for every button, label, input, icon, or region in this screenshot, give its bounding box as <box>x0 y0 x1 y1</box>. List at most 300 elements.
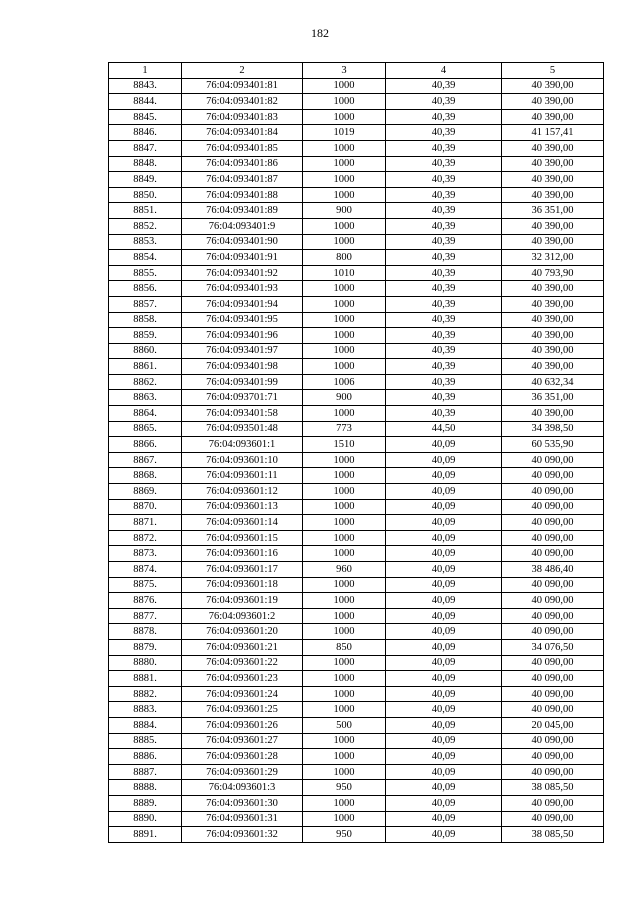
rate-cell: 40,39 <box>386 78 502 94</box>
row-number-cell: 8843. <box>109 78 182 94</box>
amount-cell: 40 390,00 <box>502 140 604 156</box>
area-cell: 1000 <box>303 624 386 640</box>
table-row <box>109 593 604 609</box>
column-header: 5 <box>502 63 604 79</box>
row-number-cell: 8876. <box>109 593 182 609</box>
amount-cell: 40 390,00 <box>502 343 604 359</box>
cadastral-number-cell: 76:04:093601:18 <box>182 577 303 593</box>
row-number-cell: 8889. <box>109 795 182 811</box>
area-cell: 1000 <box>303 671 386 687</box>
amount-cell: 40 090,00 <box>502 608 604 624</box>
table-row <box>109 250 604 266</box>
area-cell: 1000 <box>303 281 386 297</box>
area-cell: 800 <box>303 250 386 266</box>
cadastral-number-cell: 76:04:093601:23 <box>182 671 303 687</box>
row-number-cell: 8844. <box>109 94 182 110</box>
row-number-cell: 8860. <box>109 343 182 359</box>
table-row <box>109 406 604 422</box>
rate-cell: 40,09 <box>386 484 502 500</box>
area-cell: 1019 <box>303 125 386 141</box>
area-cell: 1000 <box>303 608 386 624</box>
area-cell: 1000 <box>303 577 386 593</box>
cadastral-number-cell: 76:04:093601:27 <box>182 733 303 749</box>
area-cell: 1000 <box>303 484 386 500</box>
row-number-cell: 8884. <box>109 717 182 733</box>
row-number-cell: 8867. <box>109 452 182 468</box>
amount-cell: 34 398,50 <box>502 421 604 437</box>
row-number-cell: 8865. <box>109 421 182 437</box>
cadastral-number-cell: 76:04:093601:2 <box>182 608 303 624</box>
cadastral-number-cell: 76:04:093601:28 <box>182 749 303 765</box>
amount-cell: 60 535,90 <box>502 437 604 453</box>
data-table <box>108 62 604 843</box>
area-cell: 1000 <box>303 406 386 422</box>
amount-cell: 40 090,00 <box>502 702 604 718</box>
rate-cell: 40,09 <box>386 437 502 453</box>
amount-cell: 20 045,00 <box>502 717 604 733</box>
cadastral-number-cell: 76:04:093601:17 <box>182 562 303 578</box>
area-cell: 1000 <box>303 811 386 827</box>
row-number-cell: 8872. <box>109 530 182 546</box>
amount-cell: 40 090,00 <box>502 655 604 671</box>
table-row <box>109 296 604 312</box>
row-number-cell: 8880. <box>109 655 182 671</box>
rate-cell: 40,09 <box>386 717 502 733</box>
area-cell: 1000 <box>303 94 386 110</box>
row-number-cell: 8848. <box>109 156 182 172</box>
row-number-cell: 8871. <box>109 515 182 531</box>
cadastral-number-cell: 76:04:093601:26 <box>182 717 303 733</box>
cadastral-number-cell: 76:04:093401:93 <box>182 281 303 297</box>
cadastral-number-cell: 76:04:093601:21 <box>182 639 303 655</box>
row-number-cell: 8886. <box>109 749 182 765</box>
row-number-cell: 8845. <box>109 109 182 125</box>
cadastral-number-cell: 76:04:093401:84 <box>182 125 303 141</box>
rate-cell: 40,39 <box>386 109 502 125</box>
amount-cell: 40 390,00 <box>502 406 604 422</box>
row-number-cell: 8874. <box>109 562 182 578</box>
area-cell: 1000 <box>303 78 386 94</box>
amount-cell: 40 090,00 <box>502 795 604 811</box>
rate-cell: 40,39 <box>386 406 502 422</box>
cadastral-number-cell: 76:04:093401:95 <box>182 312 303 328</box>
amount-cell: 40 390,00 <box>502 156 604 172</box>
cadastral-number-cell: 76:04:093401:87 <box>182 172 303 188</box>
area-cell: 950 <box>303 780 386 796</box>
table-row <box>109 140 604 156</box>
row-number-cell: 8878. <box>109 624 182 640</box>
table-row <box>109 437 604 453</box>
cadastral-number-cell: 76:04:093401:88 <box>182 187 303 203</box>
amount-cell: 34 076,50 <box>502 639 604 655</box>
area-cell: 1000 <box>303 328 386 344</box>
amount-cell: 40 090,00 <box>502 499 604 515</box>
rate-cell: 40,39 <box>386 281 502 297</box>
table-row <box>109 203 604 219</box>
column-header: 1 <box>109 63 182 79</box>
table-row <box>109 359 604 375</box>
rate-cell: 40,09 <box>386 468 502 484</box>
rate-cell: 40,39 <box>386 94 502 110</box>
cadastral-number-cell: 76:04:093601:16 <box>182 546 303 562</box>
rate-cell: 40,09 <box>386 795 502 811</box>
rate-cell: 40,09 <box>386 686 502 702</box>
table-row <box>109 702 604 718</box>
table-row <box>109 562 604 578</box>
amount-cell: 38 486,40 <box>502 562 604 578</box>
amount-cell: 40 390,00 <box>502 109 604 125</box>
cadastral-number-cell: 76:04:093601:10 <box>182 452 303 468</box>
rate-cell: 40,09 <box>386 624 502 640</box>
area-cell: 1000 <box>303 468 386 484</box>
area-cell: 1010 <box>303 265 386 281</box>
table-row <box>109 795 604 811</box>
cadastral-number-cell: 76:04:093401:89 <box>182 203 303 219</box>
row-number-cell: 8891. <box>109 827 182 843</box>
amount-cell: 40 090,00 <box>502 811 604 827</box>
cadastral-number-cell: 76:04:093601:15 <box>182 530 303 546</box>
rate-cell: 44,50 <box>386 421 502 437</box>
cadastral-number-cell: 76:04:093401:85 <box>182 140 303 156</box>
rate-cell: 40,09 <box>386 515 502 531</box>
amount-cell: 40 632,34 <box>502 374 604 390</box>
cadastral-number-cell: 76:04:093601:24 <box>182 686 303 702</box>
cadastral-number-cell: 76:04:093401:98 <box>182 359 303 375</box>
row-number-cell: 8864. <box>109 406 182 422</box>
table-row <box>109 530 604 546</box>
rate-cell: 40,09 <box>386 546 502 562</box>
cadastral-number-cell: 76:04:093401:82 <box>182 94 303 110</box>
table-row <box>109 811 604 827</box>
area-cell: 1000 <box>303 702 386 718</box>
amount-cell: 40 090,00 <box>502 624 604 640</box>
rate-cell: 40,09 <box>386 608 502 624</box>
row-number-cell: 8859. <box>109 328 182 344</box>
table-row <box>109 78 604 94</box>
cadastral-number-cell: 76:04:093401:90 <box>182 234 303 250</box>
rate-cell: 40,39 <box>386 156 502 172</box>
area-cell: 1000 <box>303 187 386 203</box>
amount-cell: 40 390,00 <box>502 312 604 328</box>
area-cell: 1000 <box>303 749 386 765</box>
row-number-cell: 8885. <box>109 733 182 749</box>
area-cell: 1000 <box>303 733 386 749</box>
cadastral-number-cell: 76:04:093601:32 <box>182 827 303 843</box>
rate-cell: 40,39 <box>386 343 502 359</box>
rate-cell: 40,39 <box>386 203 502 219</box>
amount-cell: 40 390,00 <box>502 94 604 110</box>
area-cell: 1000 <box>303 359 386 375</box>
row-number-cell: 8888. <box>109 780 182 796</box>
rate-cell: 40,09 <box>386 702 502 718</box>
table-row <box>109 749 604 765</box>
table-row <box>109 218 604 234</box>
amount-cell: 40 090,00 <box>502 468 604 484</box>
table-row <box>109 343 604 359</box>
amount-cell: 40 090,00 <box>502 733 604 749</box>
area-cell: 1000 <box>303 546 386 562</box>
area-cell: 1006 <box>303 374 386 390</box>
area-cell: 950 <box>303 827 386 843</box>
column-header: 3 <box>303 63 386 79</box>
rate-cell: 40,39 <box>386 218 502 234</box>
amount-cell: 36 351,00 <box>502 390 604 406</box>
area-cell: 960 <box>303 562 386 578</box>
cadastral-number-cell: 76:04:093401:58 <box>182 406 303 422</box>
cadastral-number-cell: 76:04:093401:94 <box>182 296 303 312</box>
column-header: 2 <box>182 63 303 79</box>
table-row <box>109 780 604 796</box>
area-cell: 1000 <box>303 686 386 702</box>
cadastral-number-cell: 76:04:093601:14 <box>182 515 303 531</box>
amount-cell: 40 390,00 <box>502 234 604 250</box>
cadastral-number-cell: 76:04:093601:31 <box>182 811 303 827</box>
table-row <box>109 312 604 328</box>
amount-cell: 40 090,00 <box>502 484 604 500</box>
table-row <box>109 577 604 593</box>
rate-cell: 40,39 <box>386 187 502 203</box>
table-row <box>109 827 604 843</box>
rate-cell: 40,09 <box>386 577 502 593</box>
cadastral-number-cell: 76:04:093601:30 <box>182 795 303 811</box>
cadastral-number-cell: 76:04:093401:91 <box>182 250 303 266</box>
rate-cell: 40,39 <box>386 140 502 156</box>
row-number-cell: 8877. <box>109 608 182 624</box>
table-row <box>109 655 604 671</box>
area-cell: 1000 <box>303 530 386 546</box>
row-number-cell: 8868. <box>109 468 182 484</box>
table-body <box>109 63 604 843</box>
area-cell: 1000 <box>303 499 386 515</box>
rate-cell: 40,09 <box>386 452 502 468</box>
row-number-cell: 8869. <box>109 484 182 500</box>
table-row <box>109 468 604 484</box>
amount-cell: 40 390,00 <box>502 281 604 297</box>
cadastral-number-cell: 76:04:093401:9 <box>182 218 303 234</box>
area-cell: 1000 <box>303 109 386 125</box>
cadastral-number-cell: 76:04:093601:20 <box>182 624 303 640</box>
table-row <box>109 94 604 110</box>
table-row <box>109 608 604 624</box>
cadastral-number-cell: 76:04:093401:81 <box>182 78 303 94</box>
amount-cell: 40 090,00 <box>502 546 604 562</box>
rate-cell: 40,09 <box>386 733 502 749</box>
row-number-cell: 8855. <box>109 265 182 281</box>
cadastral-number-cell: 76:04:093501:48 <box>182 421 303 437</box>
cadastral-number-cell: 76:04:093601:13 <box>182 499 303 515</box>
rate-cell: 40,39 <box>386 390 502 406</box>
column-header: 4 <box>386 63 502 79</box>
area-cell: 500 <box>303 717 386 733</box>
amount-cell: 38 085,50 <box>502 780 604 796</box>
row-number-cell: 8853. <box>109 234 182 250</box>
cadastral-number-cell: 76:04:093601:19 <box>182 593 303 609</box>
area-cell: 1000 <box>303 795 386 811</box>
rate-cell: 40,09 <box>386 811 502 827</box>
area-cell: 900 <box>303 390 386 406</box>
amount-cell: 40 090,00 <box>502 515 604 531</box>
table-row <box>109 515 604 531</box>
amount-cell: 40 090,00 <box>502 764 604 780</box>
table-row <box>109 125 604 141</box>
amount-cell: 40 090,00 <box>502 577 604 593</box>
table-row <box>109 639 604 655</box>
rate-cell: 40,39 <box>386 359 502 375</box>
rate-cell: 40,39 <box>386 234 502 250</box>
row-number-cell: 8875. <box>109 577 182 593</box>
area-cell: 1000 <box>303 218 386 234</box>
table-row <box>109 484 604 500</box>
row-number-cell: 8887. <box>109 764 182 780</box>
rate-cell: 40,39 <box>386 374 502 390</box>
cadastral-number-cell: 76:04:093601:25 <box>182 702 303 718</box>
rate-cell: 40,39 <box>386 125 502 141</box>
rate-cell: 40,39 <box>386 312 502 328</box>
amount-cell: 40 090,00 <box>502 593 604 609</box>
amount-cell: 38 085,50 <box>502 827 604 843</box>
rate-cell: 40,39 <box>386 296 502 312</box>
cadastral-number-cell: 76:04:093401:86 <box>182 156 303 172</box>
cadastral-number-cell: 76:04:093401:97 <box>182 343 303 359</box>
area-cell: 1000 <box>303 343 386 359</box>
amount-cell: 40 390,00 <box>502 359 604 375</box>
area-cell: 850 <box>303 639 386 655</box>
amount-cell: 41 157,41 <box>502 125 604 141</box>
area-cell: 1000 <box>303 515 386 531</box>
row-number-cell: 8852. <box>109 218 182 234</box>
amount-cell: 40 090,00 <box>502 671 604 687</box>
area-cell: 1000 <box>303 312 386 328</box>
cadastral-number-cell: 76:04:093601:3 <box>182 780 303 796</box>
row-number-cell: 8882. <box>109 686 182 702</box>
table-header-row <box>109 63 604 79</box>
rate-cell: 40,09 <box>386 530 502 546</box>
cadastral-number-cell: 76:04:093401:99 <box>182 374 303 390</box>
rate-cell: 40,09 <box>386 764 502 780</box>
table-row <box>109 281 604 297</box>
amount-cell: 40 390,00 <box>502 78 604 94</box>
rate-cell: 40,09 <box>386 593 502 609</box>
table-row <box>109 109 604 125</box>
area-cell: 1000 <box>303 593 386 609</box>
rate-cell: 40,39 <box>386 250 502 266</box>
cadastral-number-cell: 76:04:093601:11 <box>182 468 303 484</box>
amount-cell: 40 390,00 <box>502 187 604 203</box>
area-cell: 1000 <box>303 234 386 250</box>
row-number-cell: 8849. <box>109 172 182 188</box>
amount-cell: 40 390,00 <box>502 218 604 234</box>
table-row <box>109 187 604 203</box>
amount-cell: 32 312,00 <box>502 250 604 266</box>
cadastral-number-cell: 76:04:093401:92 <box>182 265 303 281</box>
page-number: 182 <box>311 26 329 40</box>
row-number-cell: 8879. <box>109 639 182 655</box>
cadastral-number-cell: 76:04:093401:96 <box>182 328 303 344</box>
rate-cell: 40,39 <box>386 328 502 344</box>
amount-cell: 40 390,00 <box>502 172 604 188</box>
table-row <box>109 546 604 562</box>
amount-cell: 40 390,00 <box>502 296 604 312</box>
area-cell: 773 <box>303 421 386 437</box>
table-row <box>109 671 604 687</box>
row-number-cell: 8847. <box>109 140 182 156</box>
row-number-cell: 8862. <box>109 374 182 390</box>
table-row <box>109 374 604 390</box>
row-number-cell: 8873. <box>109 546 182 562</box>
row-number-cell: 8861. <box>109 359 182 375</box>
row-number-cell: 8866. <box>109 437 182 453</box>
cadastral-number-cell: 76:04:093401:83 <box>182 109 303 125</box>
table-row <box>109 624 604 640</box>
area-cell: 1000 <box>303 172 386 188</box>
rate-cell: 40,09 <box>386 499 502 515</box>
row-number-cell: 8854. <box>109 250 182 266</box>
cadastral-number-cell: 76:04:093601:29 <box>182 764 303 780</box>
row-number-cell: 8890. <box>109 811 182 827</box>
rate-cell: 40,09 <box>386 639 502 655</box>
rate-cell: 40,39 <box>386 265 502 281</box>
table-row <box>109 234 604 250</box>
row-number-cell: 8856. <box>109 281 182 297</box>
rate-cell: 40,09 <box>386 780 502 796</box>
row-number-cell: 8858. <box>109 312 182 328</box>
row-number-cell: 8881. <box>109 671 182 687</box>
area-cell: 1000 <box>303 655 386 671</box>
rate-cell: 40,09 <box>386 562 502 578</box>
cadastral-number-cell: 76:04:093701:71 <box>182 390 303 406</box>
table-row <box>109 421 604 437</box>
area-cell: 1000 <box>303 296 386 312</box>
table-row <box>109 686 604 702</box>
area-cell: 1510 <box>303 437 386 453</box>
table-row <box>109 764 604 780</box>
cadastral-number-cell: 76:04:093601:1 <box>182 437 303 453</box>
row-number-cell: 8851. <box>109 203 182 219</box>
table-row <box>109 172 604 188</box>
rate-cell: 40,39 <box>386 172 502 188</box>
amount-cell: 40 090,00 <box>502 452 604 468</box>
area-cell: 1000 <box>303 452 386 468</box>
rate-cell: 40,09 <box>386 671 502 687</box>
area-cell: 1000 <box>303 140 386 156</box>
row-number-cell: 8857. <box>109 296 182 312</box>
amount-cell: 40 090,00 <box>502 749 604 765</box>
rate-cell: 40,09 <box>386 749 502 765</box>
table-row <box>109 733 604 749</box>
area-cell: 1000 <box>303 764 386 780</box>
table-row <box>109 499 604 515</box>
table-row <box>109 390 604 406</box>
table-row <box>109 156 604 172</box>
rate-cell: 40,09 <box>386 827 502 843</box>
cadastral-number-cell: 76:04:093601:22 <box>182 655 303 671</box>
amount-cell: 40 090,00 <box>502 686 604 702</box>
row-number-cell: 8850. <box>109 187 182 203</box>
area-cell: 900 <box>303 203 386 219</box>
row-number-cell: 8846. <box>109 125 182 141</box>
amount-cell: 36 351,00 <box>502 203 604 219</box>
row-number-cell: 8883. <box>109 702 182 718</box>
cadastral-number-cell: 76:04:093601:12 <box>182 484 303 500</box>
table-row <box>109 452 604 468</box>
table-row <box>109 717 604 733</box>
row-number-cell: 8863. <box>109 390 182 406</box>
amount-cell: 40 390,00 <box>502 328 604 344</box>
rate-cell: 40,09 <box>386 655 502 671</box>
amount-cell: 40 090,00 <box>502 530 604 546</box>
area-cell: 1000 <box>303 156 386 172</box>
amount-cell: 40 793,90 <box>502 265 604 281</box>
